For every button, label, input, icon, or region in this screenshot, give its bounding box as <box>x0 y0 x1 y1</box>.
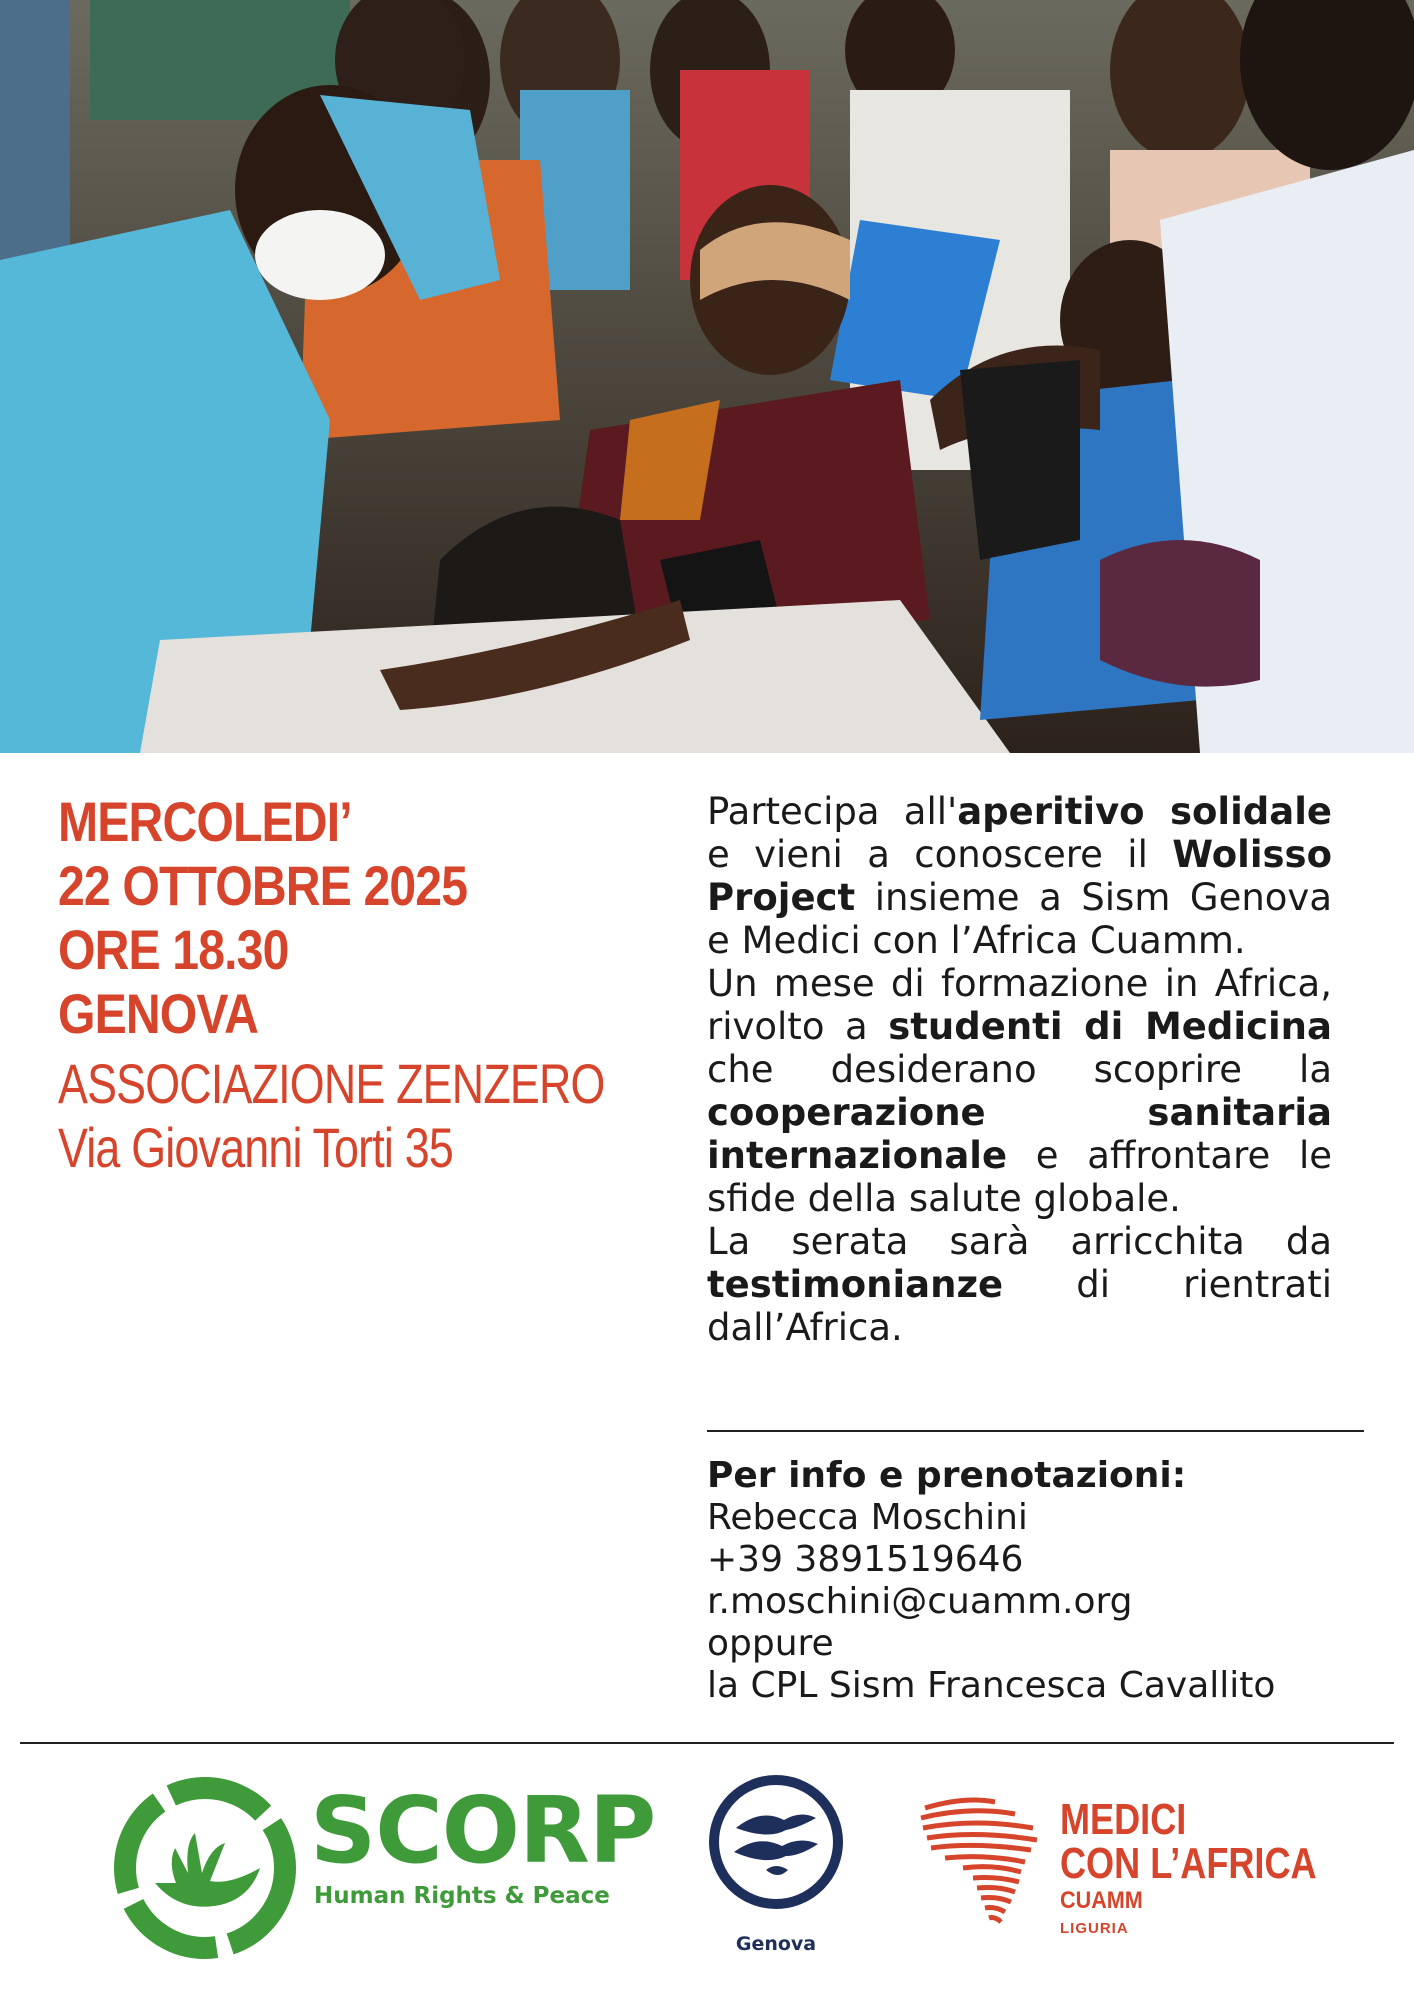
cuamm-logo <box>915 1778 1335 1958</box>
description-paragraph <box>707 790 1332 962</box>
cuamm-line-3: CUAMM <box>1060 1887 1143 1914</box>
event-time: ORE 18.30 <box>58 918 289 981</box>
africa-map-icon <box>915 1788 1055 1938</box>
event-description <box>707 790 1332 1349</box>
description-paragraph <box>707 1220 1332 1349</box>
contact-info <box>707 1455 1367 1707</box>
cuamm-wordmark <box>1060 1795 1373 1938</box>
highlight-students: studenti di Medicina <box>888 1005 1332 1048</box>
contact-name: Rebecca Moschini <box>707 1497 1028 1538</box>
highlight-aperitivo: aperitivo solidale <box>957 790 1332 833</box>
event-address: Via Giovanni Torti 35 <box>58 1116 453 1179</box>
hero-photo <box>0 0 1414 753</box>
contact-heading: Per info e prenotazioni: <box>707 1455 1187 1496</box>
sism-city: Genova <box>735 1933 817 1955</box>
sism-logo <box>706 1770 846 1970</box>
scorp-name: SCORP <box>310 1777 656 1884</box>
sism-emblem-icon <box>706 1770 846 1920</box>
event-details <box>58 790 658 1180</box>
text-run: Un mese di formazione in Africa, rivolto a <box>707 962 1332 1048</box>
description-paragraph <box>707 962 1332 1220</box>
highlight-project: Wolisso Project <box>707 833 1332 919</box>
event-day: MERCOLEDI’ <box>58 790 352 853</box>
text-run: di rientrati dall’Africa. <box>707 1263 1332 1349</box>
text-run: e affrontare le sfide della salute globale. <box>707 1134 1332 1220</box>
clinic-scene-illustration <box>0 0 1414 753</box>
divider <box>707 1430 1364 1432</box>
text-run: insieme a Sism Genova e Medici con l’Africa Cuamm. <box>707 876 1332 962</box>
highlight-cooperation: cooperazione sanitaria internazionale <box>707 1091 1332 1177</box>
contact-phone[interactable]: +39 3891519646 <box>707 1539 1024 1580</box>
text-run: La serata sarà arricchita da <box>707 1220 1332 1263</box>
cuamm-line-4: LIGURIA <box>1060 1920 1129 1937</box>
divider <box>20 1742 1394 1744</box>
highlight-testimonials: testimonianze <box>707 1263 1004 1306</box>
text-run: Partecipa all' <box>707 790 958 833</box>
cuamm-line-1: MEDICI <box>1060 1795 1187 1844</box>
contact-or: oppure <box>707 1623 834 1664</box>
contact-alt: la CPL Sism Francesca Cavallito <box>707 1665 1276 1706</box>
event-city: GENOVA <box>58 982 258 1045</box>
event-venue: ASSOCIAZIONE ZENZERO <box>58 1052 605 1115</box>
scorp-tagline: Human Rights & Peace <box>314 1883 610 1909</box>
scorp-logo <box>110 1773 656 1963</box>
cuamm-line-2: CON L’AFRICA <box>1060 1839 1317 1888</box>
text-run: che desiderano scoprire la <box>707 1048 1332 1091</box>
event-date: 22 OTTOBRE 2025 <box>58 854 468 917</box>
text-run: e vieni a conoscere il <box>707 833 1173 876</box>
contact-email[interactable]: r.moschini@cuamm.org <box>707 1581 1133 1622</box>
scorp-dove-icon <box>110 1773 300 1963</box>
